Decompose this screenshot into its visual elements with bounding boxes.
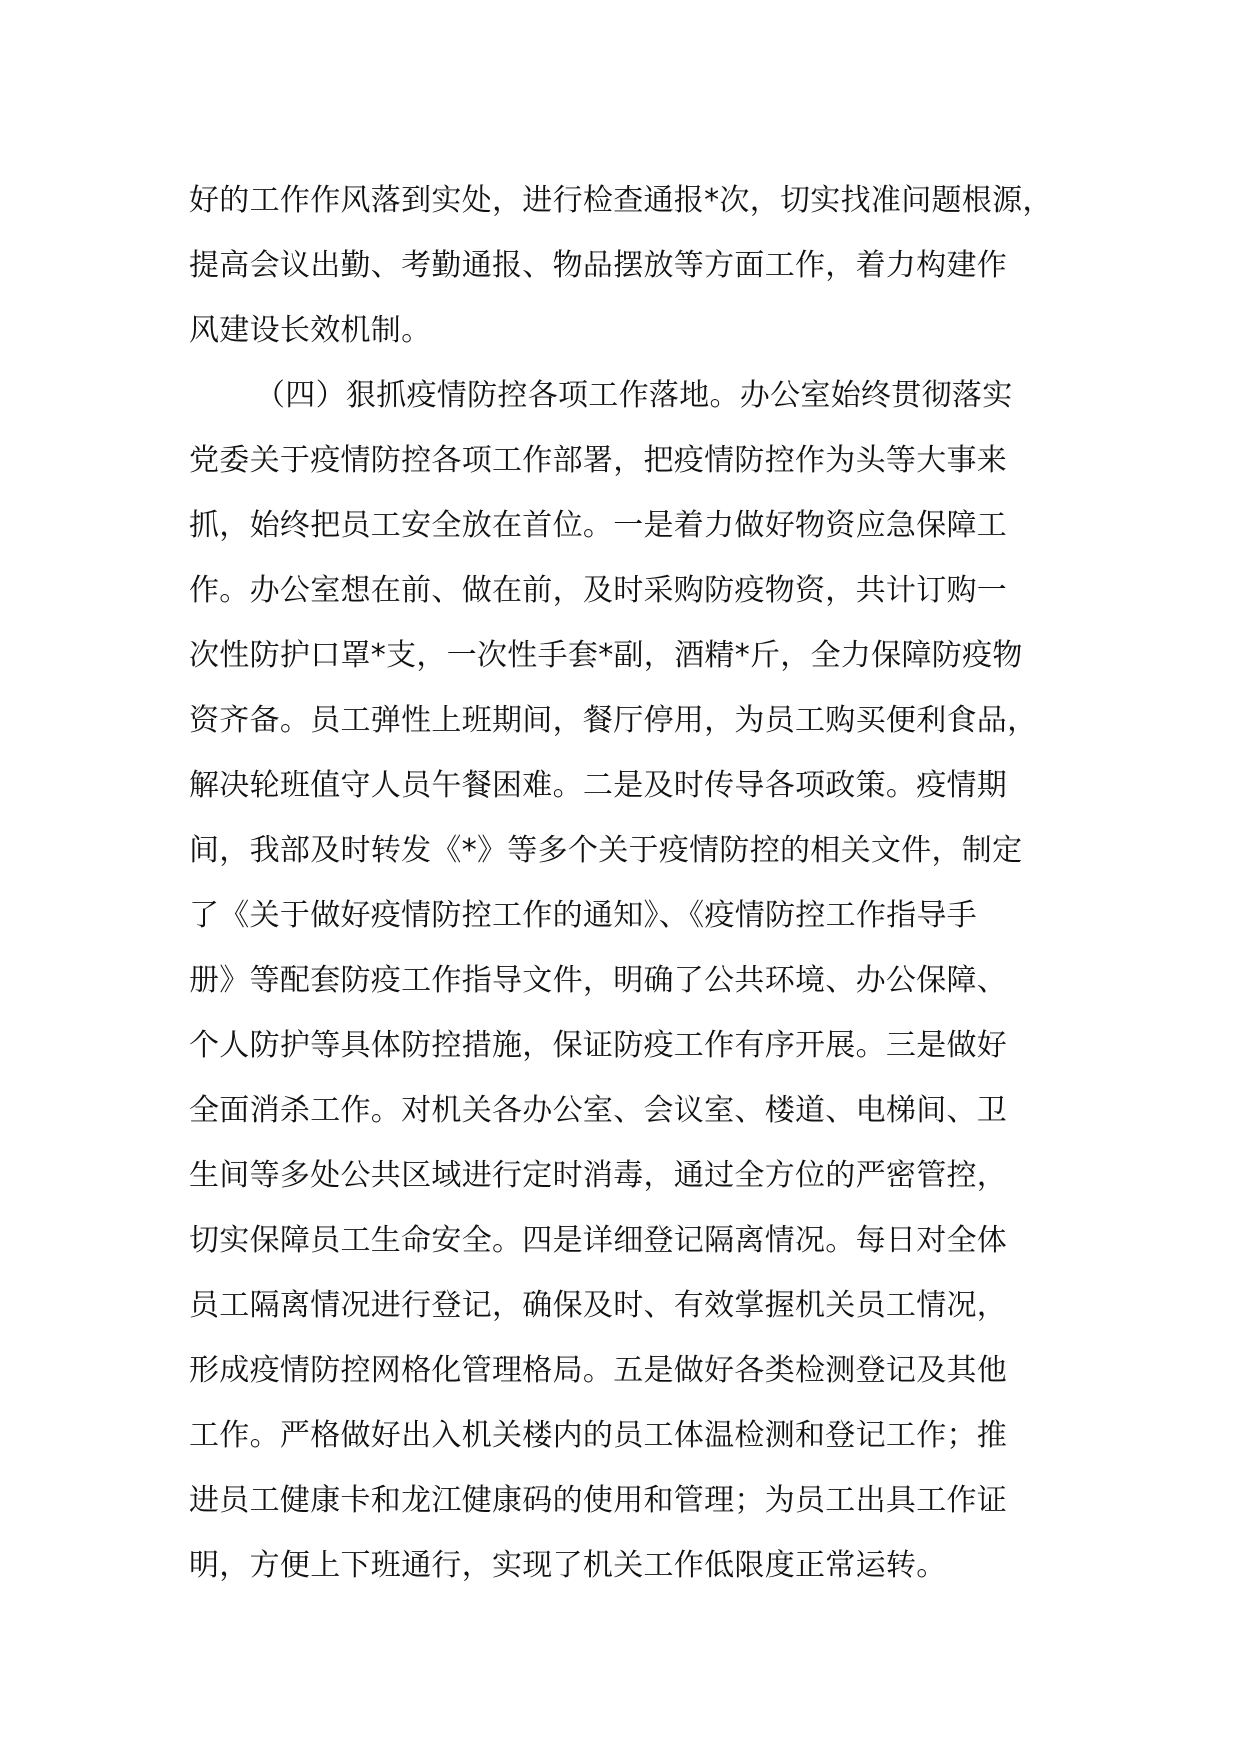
text-line: 作。办公室想在前、做在前，及时采购防疫物资，共计订购一 — [189, 573, 1008, 608]
text-line: 进员工健康卡和龙江健康码的使用和管理；为员工出具工作证 — [189, 1483, 1008, 1518]
text-line: 党委关于疫情防控各项工作部署，把疫情防控作为头等大事来 — [189, 443, 1008, 478]
text-line: 形成疫情防控网格化管理格局。五是做好各类检测登记及其他 — [189, 1353, 1008, 1388]
text-line: 生间等多处公共区域进行定时消毒，通过全方位的严密管控， — [189, 1158, 1008, 1193]
text-line: 资齐备。员工弹性上班期间，餐厅停用，为员工购买便利食品， — [189, 703, 1038, 738]
section-four-first-line: （四）狠抓疫情防控各项工作落地。办公室始终贯彻落实 — [255, 378, 1013, 413]
text-line: 次性防护口罩*支，一次性手套*副，酒精*斤，全力保障防疫物 — [189, 638, 1023, 673]
text-line: 明，方便上下班通行，实现了机关工作低限度正常运转。 — [189, 1548, 947, 1583]
text-line: 间，我部及时转发《*》等多个关于疫情防控的相关文件，制定 — [189, 833, 1023, 868]
text-line: 切实保障员工生命安全。四是详细登记隔离情况。每日对全体 — [189, 1223, 1008, 1258]
text-line: 了《关于做好疫情防控工作的通知》、《疫情防控工作指导手 — [189, 898, 978, 933]
text-line: 工作。严格做好出入机关楼内的员工体温检测和登记工作；推 — [189, 1418, 1008, 1453]
text-line: 抓，始终把员工安全放在首位。一是着力做好物资应急保障工 — [189, 508, 1008, 543]
text-line: 解决轮班值守人员午餐困难。二是及时传导各项政策。疫情期 — [189, 768, 1008, 803]
text-line: 风建设长效机制。 — [189, 313, 432, 348]
text-line: 好的工作作风落到实处，进行检查通报*次，切实找准问题根源， — [189, 183, 1053, 218]
text-line: 个人防护等具体防控措施，保证防疫工作有序开展。三是做好 — [189, 1028, 1008, 1063]
body-text — [189, 168, 1059, 1598]
text-line: 员工隔离情况进行登记，确保及时、有效掌握机关员工情况， — [189, 1288, 1008, 1323]
text-line: 提高会议出勤、考勤通报、物品摆放等方面工作，着力构建作 — [189, 248, 1008, 283]
text-line: 册》等配套防疫工作指导文件，明确了公共环境、办公保障、 — [189, 963, 1008, 998]
text-line: 全面消杀工作。对机关各办公室、会议室、楼道、电梯间、卫 — [189, 1093, 1008, 1128]
